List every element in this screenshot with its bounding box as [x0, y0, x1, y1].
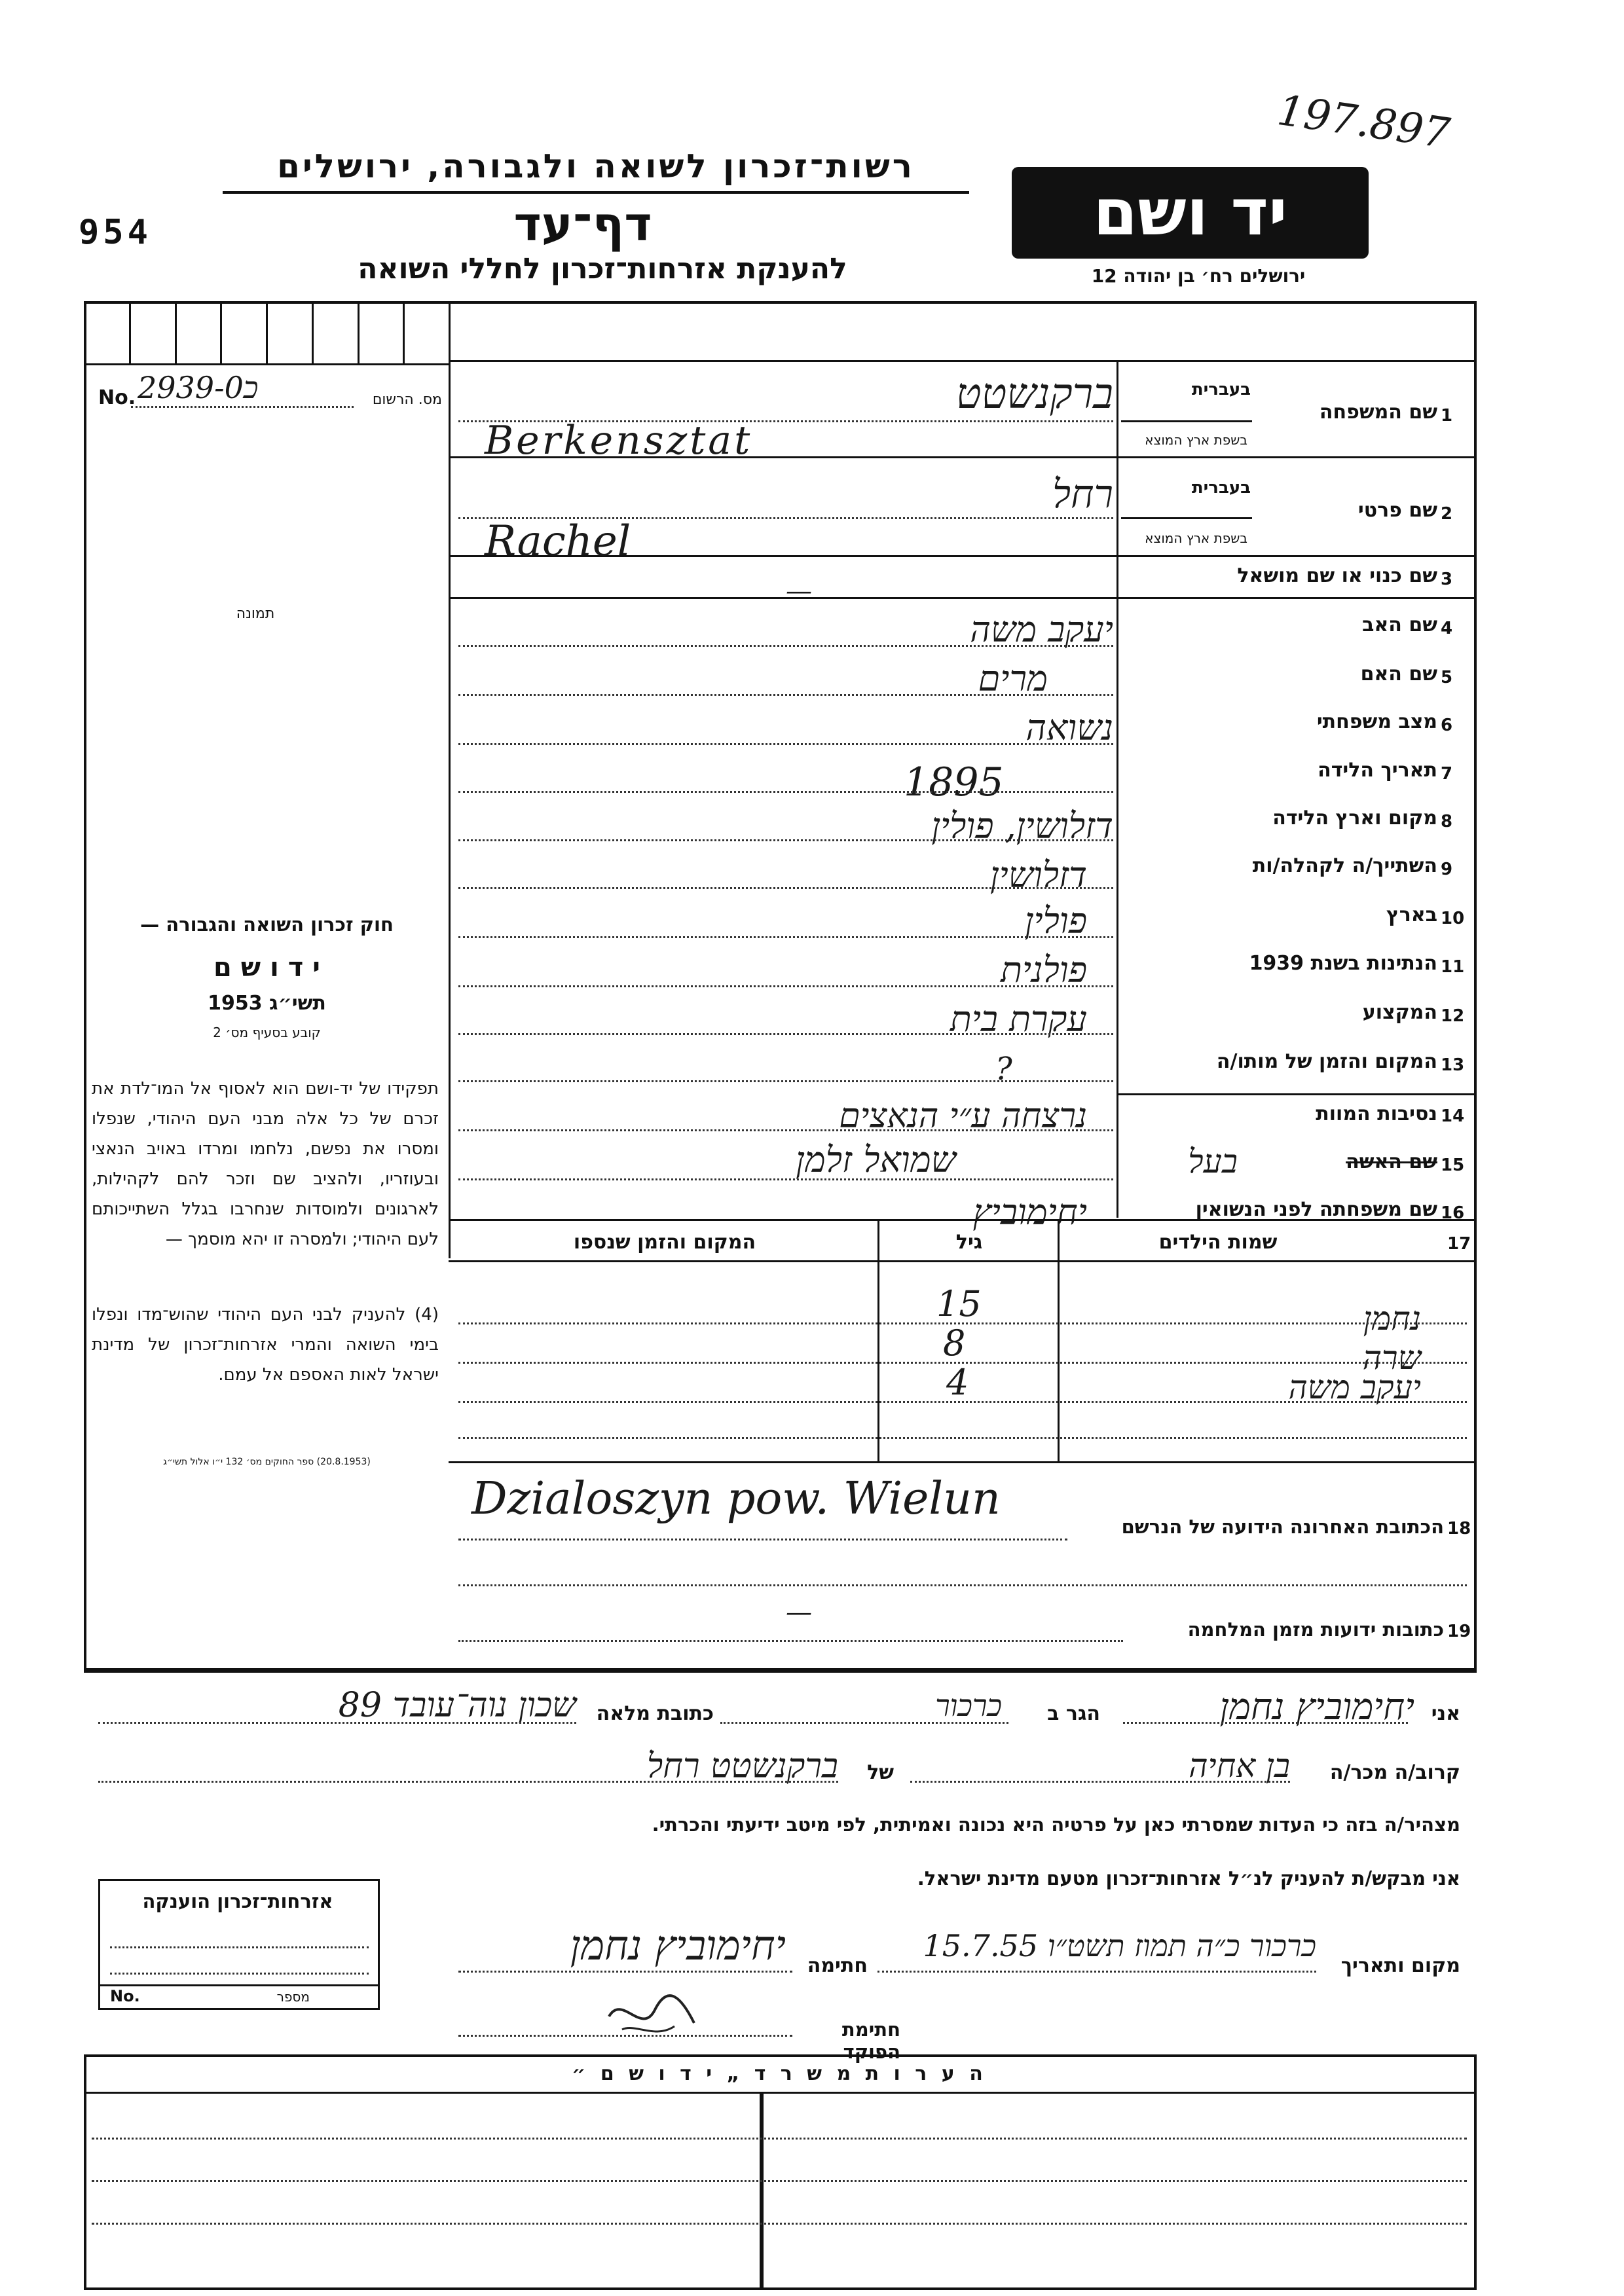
- declarant-signature: יחימוביץ נחמן: [570, 1922, 786, 1969]
- field-9-label: השתייך/ה לקהלה/ות: [1252, 854, 1437, 877]
- field-2-number: 2: [1441, 504, 1453, 524]
- stamp-number: 954: [79, 213, 152, 252]
- field-1-number: 1: [1441, 406, 1453, 426]
- office-notes-box: [84, 2054, 1477, 2290]
- children-col-names: שמות הילדים: [1158, 1231, 1278, 1254]
- declarant-city: כרכור: [935, 1688, 1002, 1723]
- handwritten-code: 197.897: [1274, 86, 1453, 159]
- field-18-number: 18: [1447, 1519, 1471, 1539]
- field-13-value: ?: [995, 1051, 1012, 1087]
- field-11-label: הנתינות בשנת 1939: [1249, 952, 1437, 975]
- field-5-value: מרים: [978, 658, 1048, 699]
- relative-label: קרוב/ה מכר/ה: [1329, 1761, 1460, 1784]
- full-address-label: כתובת מלאה: [596, 1702, 714, 1725]
- field-1-label: שם המשפחה: [1319, 401, 1437, 424]
- child-3-age: 4: [946, 1362, 969, 1403]
- citizenship-box: [98, 1879, 380, 2010]
- place-date-label: מקום ותאריך: [1340, 1954, 1460, 1977]
- field-15-value: שמואל זלמן: [796, 1139, 956, 1180]
- child-1-age: 15: [936, 1283, 982, 1324]
- field-6-value: נשואה: [1025, 707, 1113, 748]
- law-heading: חוק זכרון השואה והגבורה —: [140, 913, 394, 936]
- registration-number: 2939-כ0: [138, 370, 259, 405]
- field-16-label: שם משפחתה לפני הנשואין: [1195, 1198, 1437, 1221]
- field-10-value: פולין: [1024, 900, 1087, 941]
- declaration-line-3: מצהיר/ה בזה כי העדות שמסרתי כאן על פרטיה היא נכונה ואמיתית, לפי מיטב ידיעתי והכרתי.: [652, 1813, 1460, 1836]
- field-14-value: נרצחה ע״י הנאצים: [839, 1097, 1087, 1136]
- declarant-name: יחימוביץ נחמן: [1219, 1686, 1414, 1728]
- relation-value: בן אחיה: [1189, 1747, 1290, 1785]
- law-name: י ד ו ש ם: [213, 953, 320, 983]
- field-19-label: כתובות ידועות מזמן המלחמה: [1187, 1618, 1444, 1641]
- yad-vashem-logo: [1012, 167, 1369, 259]
- child-1-name: נחמן: [1363, 1300, 1421, 1338]
- law-clause: קובע בסעיף מס׳ 2: [213, 1025, 321, 1040]
- field-18-value: Dzialoszyn pow. Wielun: [471, 1473, 1001, 1525]
- citizenship-title: אזרחות־זכרון הוענקה: [142, 1890, 333, 1912]
- field-8-label: מקום וארץ הלידה: [1272, 807, 1437, 829]
- photo-label: תמונה: [236, 606, 275, 622]
- field-11-number: 11: [1441, 957, 1465, 977]
- field-3-label: שם כנוי או שם מושאל: [1237, 564, 1437, 587]
- field-12-label: המקצוע: [1362, 1001, 1437, 1024]
- field-7-number: 7: [1441, 764, 1453, 784]
- field-12-value: עקרת בית: [950, 998, 1087, 1040]
- citizenship-number-label: מספר: [276, 1989, 310, 2005]
- signature-label: חתימה: [807, 1954, 868, 1977]
- form-subtitle: להענקת אזרחות־זכרון לחללי השואה: [358, 252, 847, 285]
- field-10-label: בארץ: [1386, 903, 1437, 926]
- field-19-number: 19: [1447, 1622, 1471, 1641]
- field-8-number: 8: [1441, 812, 1453, 831]
- field-1-value-hebrew: ברקנשטט: [956, 370, 1113, 418]
- field-10-number: 10: [1441, 909, 1465, 928]
- children-col-place: המקום והזמן שנספו: [573, 1231, 756, 1254]
- field-15-number: 15: [1441, 1156, 1465, 1175]
- declarant-address: שכון נוה־עובד 89: [338, 1686, 576, 1725]
- field-13-label: המקום והזמן של מותו/ה: [1216, 1050, 1437, 1073]
- field-17-number: 17: [1447, 1234, 1471, 1254]
- of-label: של: [867, 1761, 894, 1784]
- field-16-number: 16: [1441, 1203, 1465, 1223]
- field-19-value: —: [786, 1597, 812, 1628]
- field-11-value: פולנית: [1000, 949, 1087, 991]
- field-4-label: שם האב: [1362, 613, 1437, 636]
- field-1-value-origin: Berkensztat: [485, 418, 753, 464]
- law-paragraph-1: תפקידו של יד-ושם הוא לאסוף אל המו־לדת את זכרם של כל אלה מבני העם היהודי, שנפלו ומסרו את נפשם, נלחמו ומרדו באויב הנאצי ובעוזריו, ולהציב שם וזכר להם לקהילות, לארגונים ולמוסדות שנחרבו בגלל השתייכותם לעם היהודי; ולמסרה זו יהא מוסמך —: [92, 1079, 439, 1249]
- registration-label: מס. הרשום: [372, 392, 442, 408]
- field-14-number: 14: [1441, 1106, 1465, 1126]
- field-15-alt: בעל: [1188, 1142, 1238, 1180]
- logo-address: ירושלים רח׳ בן יהודה 12: [1091, 265, 1306, 287]
- declaration-ani: אני: [1431, 1702, 1460, 1725]
- office-notes-title: ה ע ר ו ת מ ש ר ד „ י ד ו ש ם ״: [572, 2062, 987, 2085]
- field-1-sub-origin: בשפת ארץ המוצא: [1145, 432, 1247, 448]
- field-2-value-hebrew: רחל: [1052, 471, 1113, 517]
- logo-text: יד ושם: [1093, 175, 1287, 250]
- authority-name: רשות־זכרון לשואה ולגבורה, ירושלים: [277, 147, 915, 185]
- field-9-number: 9: [1441, 860, 1453, 879]
- field-14-label: נסיבות המוות: [1316, 1102, 1437, 1125]
- field-13-number: 13: [1441, 1055, 1465, 1075]
- field-2-value-origin: Rachel: [485, 517, 631, 566]
- field-7-value: 1895: [904, 759, 1004, 805]
- children-col-age: גיל: [955, 1231, 983, 1254]
- field-7-label: תאריך הלידה: [1318, 759, 1437, 782]
- field-4-number: 4: [1441, 619, 1453, 638]
- child-3-name: יעקב משה: [1288, 1368, 1421, 1406]
- field-18-label: הכתובת האחרונה הידועה של הנרשם: [1121, 1516, 1444, 1538]
- field-5-label: שם האם: [1360, 663, 1437, 685]
- field-2-label: שם פרטי: [1357, 499, 1437, 522]
- field-16-value: יחימוביץ: [972, 1192, 1087, 1233]
- field-9-value: דזלושין: [989, 854, 1087, 896]
- law-year: תשי״ג 1953: [208, 992, 326, 1015]
- field-1-sub-hebrew: בעברית: [1191, 380, 1251, 399]
- of-name: ברקנשטט רחל: [646, 1747, 838, 1786]
- field-6-label: מצב משפחתי: [1316, 710, 1437, 733]
- place-date-value: כרכור כ״ה תמוז תשט״ו 15.7.55: [923, 1928, 1316, 1963]
- field-4-value: יעקב משה: [970, 609, 1113, 650]
- official-signature-label: חתימת הפוקד: [841, 2018, 900, 2063]
- citizenship-no-label: No.: [110, 1987, 140, 2005]
- field-8-value: דזלושין, פולין: [931, 805, 1113, 847]
- form-title: דף־עד: [513, 196, 652, 251]
- child-2-age: 8: [943, 1322, 966, 1364]
- declaration-gar-b: הגר ב: [1047, 1702, 1100, 1725]
- field-2-sub-hebrew: בעברית: [1191, 478, 1251, 498]
- code-cells: [85, 302, 449, 363]
- field-5-number: 5: [1441, 668, 1453, 687]
- law-footnote: (20.8.1953) ספר החוקים מס׳ 132 י״ו אלול תשי״ג: [163, 1457, 371, 1467]
- declaration-line-4: אני מבקש/ת להעניק לנ״ל אזרחות־זכרון מטעם מדינת ישראל.: [917, 1867, 1460, 1889]
- field-6-number: 6: [1441, 716, 1453, 735]
- field-15-label: שם האשה: [1346, 1150, 1437, 1173]
- field-3-number: 3: [1441, 570, 1453, 589]
- field-3-value: —: [786, 576, 812, 606]
- field-12-number: 12: [1441, 1006, 1465, 1026]
- child-2-name: שרה: [1362, 1339, 1421, 1377]
- field-2-sub-origin: בשפת ארץ המוצא: [1145, 530, 1247, 546]
- law-paragraph-2: (4) להעניק לבני העם היהודי שהוש־מדו ונפלו בימי השואה והמרי אזרחות־זכרון של מדינת ישראל לאות האספם אל עמם.: [92, 1305, 439, 1385]
- registration-no-label: No.: [98, 386, 136, 409]
